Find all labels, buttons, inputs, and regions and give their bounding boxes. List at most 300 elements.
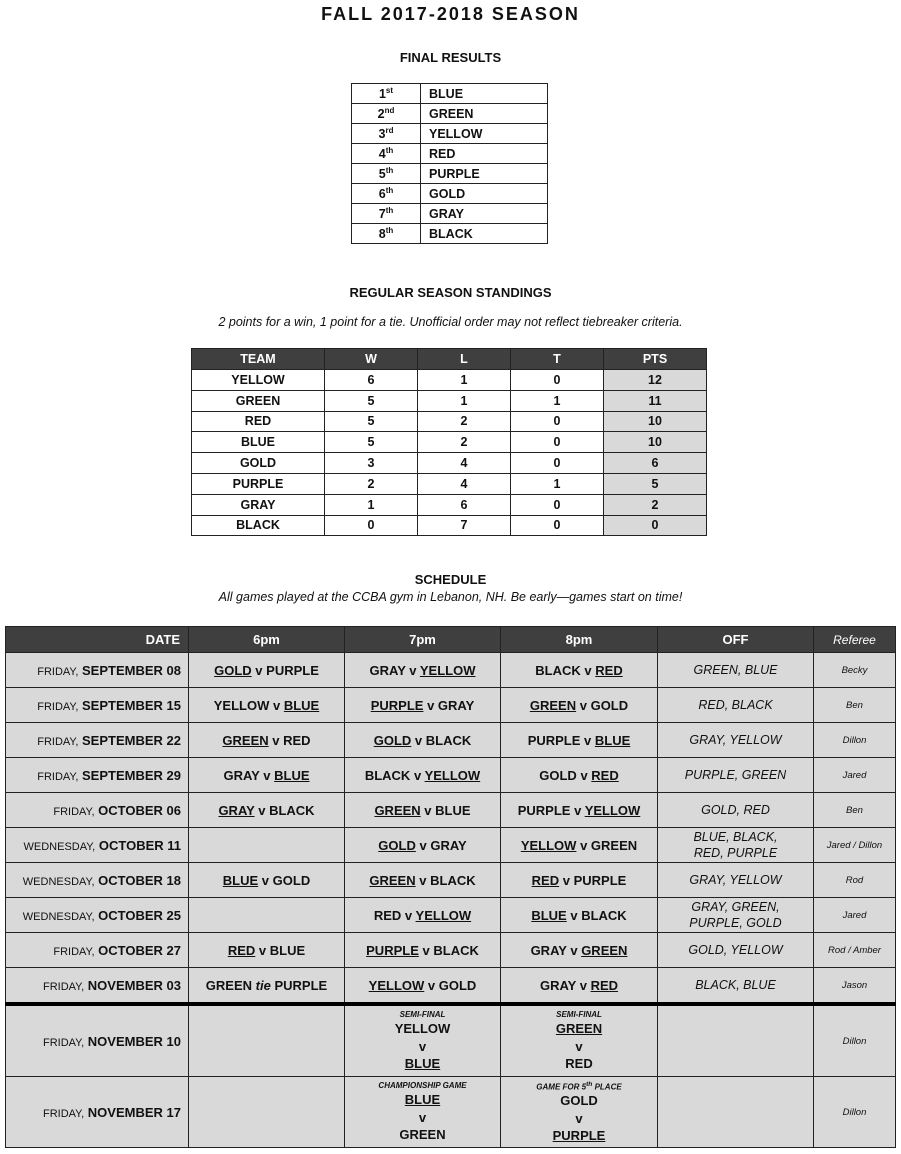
final-row [352,84,548,104]
schedule-heading: SCHEDULE [414,572,487,587]
team-name: PURPLE [370,697,424,713]
off-cell [658,968,814,1005]
place-suffix: th [385,205,394,215]
off-cell [658,898,814,933]
ties-cell: 1 [511,473,604,494]
game-cell [501,793,658,828]
team-name: PURPLE [527,732,581,748]
off-teams: PURPLE, GREEN [684,768,787,782]
schedule-row [6,828,896,863]
game-cell [189,898,345,933]
referee-cell: Jared [814,898,896,933]
wins-cell: 5 [325,390,418,411]
versus: v [419,872,427,888]
standings-row [192,473,707,494]
team-name: GRAY [530,942,567,958]
team-name: GOLD [560,1093,598,1109]
team-name: BLACK [269,802,315,818]
game-cell [501,968,658,1005]
team-cell: YELLOW [192,370,325,391]
game-date: OCTOBER 18 [98,872,181,888]
points-cell: 6 [604,453,707,474]
ties-cell: 0 [511,411,604,432]
team-name: BLUE [404,1092,441,1107]
versus: v [419,837,427,853]
off-cell [658,653,814,688]
wins-cell: 5 [325,411,418,432]
referee-cell: Becky [814,653,896,688]
team-name: YELLOW [368,977,425,993]
losses-cell: 1 [418,370,511,391]
off-teams: GOLD, RED [701,803,770,817]
game-cell [345,1004,501,1077]
referee-cell: Ben [814,688,896,723]
place-number: 3 [378,127,386,142]
team-name: GREEN [581,942,628,958]
team-name: GRAY [430,837,467,853]
standings-row [192,494,707,515]
team-name: GOLD [590,697,629,713]
wins-cell: 0 [325,515,418,536]
versus: v [261,872,270,888]
day-of-week: WEDNESDAY, [22,875,95,888]
game-cell [345,863,501,898]
team-name: YELLOW [584,802,641,818]
team-name: GOLD [378,837,416,853]
team-name: PURPLE [552,1128,606,1144]
game-date: NOVEMBER 03 [87,977,181,993]
game-date: SEPTEMBER 08 [82,662,181,678]
points-cell: 11 [604,390,707,411]
points-cell: 5 [604,473,707,494]
losses-cell: 2 [418,411,511,432]
off-cell [658,1004,814,1077]
team-name: PURPLE [274,977,328,993]
team-name: GREEN [374,802,421,818]
place-suffix: th [385,145,394,155]
schedule-note: All games played at the CCBA gym in Lebanon, NH. Be early—games start on time! [218,590,683,604]
game-cell [189,1077,345,1148]
game-cell [345,723,501,758]
team-cell: GRAY [421,204,548,224]
team-name: RED [227,942,256,958]
team-name: BLUE [435,802,471,818]
off-teams: BLACK, BLUE [695,978,776,992]
team-name: RED [591,767,619,783]
versus: v [570,942,578,958]
game-cell [501,898,658,933]
team-name: BLACK [535,662,581,678]
game-date: SEPTEMBER 15 [82,697,181,713]
versus: tie [255,977,271,993]
off-cell [658,723,814,758]
game-date: OCTOBER 06 [98,802,181,818]
final-row [352,124,548,144]
team-name: BLUE [283,697,320,713]
ties-cell: 0 [511,432,604,453]
off-teams: BLUE, BLACK, [693,830,778,844]
place-cell [352,104,421,124]
team-name: GREEN [369,872,416,888]
ties-cell: 0 [511,453,604,474]
game-cell [501,1077,658,1148]
losses-cell: 2 [418,432,511,453]
place-cell [352,184,421,204]
game-label-suffix: th [586,1080,593,1088]
team-name: PURPLE [266,662,319,678]
versus: v [414,732,423,748]
off-teams: GOLD, YELLOW [688,943,783,957]
off-teams: GRAY, YELLOW [689,733,782,747]
versus: v [263,767,271,783]
game-label: CHAMPIONSHIP GAME [378,1081,467,1090]
date-cell [6,688,189,723]
col-header: Referee [814,627,896,653]
final-results-table [351,83,548,244]
game-cell [345,968,501,1005]
ties-cell: 0 [511,370,604,391]
team-name: GRAY [539,977,577,993]
playoff-row [6,1077,896,1148]
losses-cell: 7 [418,515,511,536]
schedule-row [6,863,896,898]
game-cell [189,968,345,1005]
losses-cell: 6 [418,494,511,515]
place-cell [352,164,421,184]
team-name: RED [565,1056,593,1071]
page-title: FALL 2017-2018 SEASON [321,4,580,24]
team-name: BLACK [364,767,411,783]
off-teams: GRAY, YELLOW [689,873,782,887]
game-date: NOVEMBER 10 [87,1033,181,1049]
team-name: GREEN [590,837,638,853]
standings-row [192,390,707,411]
game-cell [189,688,345,723]
team-name: RED [595,662,623,678]
day-of-week: WEDNESDAY, [23,840,96,853]
versus: v [418,1039,427,1054]
game-cell [501,863,658,898]
schedule-row [6,933,896,968]
off-cell [658,793,814,828]
referee-cell: Jared / Dillon [814,828,896,863]
team-name: BLACK [425,732,472,748]
col-header: 7pm [345,627,501,653]
playoff-row [6,1004,896,1077]
team-name: GOLD [214,662,252,678]
losses-cell: 1 [418,390,511,411]
game-cell [345,1077,501,1148]
day-of-week: FRIDAY, [43,1036,85,1049]
versus: v [570,907,578,923]
game-cell [345,688,501,723]
off-cell [658,828,814,863]
losses-cell: 4 [418,473,511,494]
off-teams: PURPLE, GOLD [689,916,782,930]
game-cell [345,653,501,688]
team-name: BLACK [581,907,627,923]
team-cell: GREEN [421,104,548,124]
team-name: BLUE [269,942,306,958]
referee-cell: Ben [814,793,896,828]
versus: v [580,837,588,853]
game-date: OCTOBER 25 [98,907,181,923]
team-name: GRAY [437,697,475,713]
versus: v [413,767,422,783]
schedule-row [6,793,896,828]
standings-row [192,370,707,391]
date-cell [6,723,189,758]
place-suffix: rd [385,125,394,135]
off-cell [658,758,814,793]
team-cell: PURPLE [421,164,548,184]
points-cell: 10 [604,432,707,453]
day-of-week: FRIDAY, [37,735,79,748]
team-name: BLUE [274,767,310,783]
schedule-row [6,898,896,933]
off-teams: RED, BLACK [698,698,773,712]
standings-row [192,453,707,474]
date-cell [6,653,189,688]
referee-cell: Jason [814,968,896,1005]
final-row [352,164,548,184]
versus: v [575,1039,583,1054]
versus: v [427,977,436,993]
points-cell: 12 [604,370,707,391]
game-cell [189,1004,345,1077]
place-number: 5 [378,167,386,182]
team-name: PURPLE [366,942,419,958]
wins-cell: 3 [325,453,418,474]
team-name: GRAY [218,802,255,818]
game-cell [501,828,658,863]
standings-row [192,515,707,536]
team-name: GREEN [555,1021,603,1036]
team-name: GREEN [222,732,269,748]
game-cell [189,828,345,863]
team-cell: PURPLE [192,473,325,494]
game-cell [189,933,345,968]
game-cell [501,758,658,793]
col-header: T [511,349,604,370]
date-cell [6,968,189,1005]
game-cell [345,933,501,968]
versus: v [427,697,435,713]
schedule-row [6,758,896,793]
place-cell [352,124,421,144]
referee-cell: Dillon [814,1077,896,1148]
team-cell: YELLOW [421,124,548,144]
off-cell [658,933,814,968]
team-name: GREEN [205,977,253,993]
date-cell [6,863,189,898]
off-teams: GREEN, BLUE [693,663,778,677]
team-cell: RED [192,411,325,432]
game-cell [501,688,658,723]
team-name: RED [590,977,619,993]
team-name: BLUE [594,732,631,748]
versus: v [574,802,582,818]
team-name: YELLOW [424,767,481,783]
team-name: GOLD [438,977,477,993]
team-name: GREEN [399,1127,446,1142]
place-cell [352,144,421,164]
col-header: 6pm [189,627,345,653]
place-number: 8 [378,227,386,242]
final-row [352,224,548,244]
team-name: RED [283,732,311,748]
game-cell [189,793,345,828]
off-teams: RED, PURPLE [693,846,778,860]
versus: v [562,872,570,888]
game-date: SEPTEMBER 22 [82,732,181,748]
date-cell [6,828,189,863]
team-name: RED [531,872,560,888]
versus: v [579,977,587,993]
game-label [501,1079,657,1093]
final-row [352,104,548,124]
game-cell [345,793,501,828]
team-name: RED [373,907,402,923]
team-cell: GOLD [192,453,325,474]
team-name: GREEN [529,697,577,713]
day-of-week: FRIDAY, [43,1107,85,1120]
game-cell [189,653,345,688]
ties-cell: 0 [511,515,604,536]
game-date: SEPTEMBER 29 [82,767,181,783]
off-cell [658,688,814,723]
wins-cell: 6 [325,370,418,391]
versus: v [584,662,592,678]
col-header: PTS [604,349,707,370]
team-cell: BLUE [192,432,325,453]
place-number: 2 [377,107,385,122]
game-label-text: GAME FOR 5 [536,1082,587,1092]
team-name: BLACK [433,942,479,958]
standings-row [192,411,707,432]
ties-cell: 0 [511,494,604,515]
schedule-row [6,723,896,758]
losses-cell: 4 [418,453,511,474]
versus: v [422,942,430,958]
versus: v [404,907,413,923]
game-cell [345,828,501,863]
team-name: BLUE [222,872,259,888]
day-of-week: FRIDAY, [53,805,95,818]
game-label: SEMI-FINAL [399,1010,446,1019]
team-cell: BLUE [421,84,548,104]
referee-cell: Jared [814,758,896,793]
versus: v [255,662,263,678]
game-cell [501,933,658,968]
points-cell: 0 [604,515,707,536]
place-suffix: th [385,185,394,195]
standings-row [192,432,707,453]
game-date: OCTOBER 11 [98,837,181,853]
ties-cell: 1 [511,390,604,411]
day-of-week: FRIDAY, [43,980,85,993]
team-name: BLUE [404,1056,441,1071]
standings-heading: REGULAR SEASON STANDINGS [349,285,552,300]
team-name: YELLOW [415,907,472,923]
referee-cell: Dillon [814,1004,896,1077]
date-cell [6,933,189,968]
versus: v [272,697,281,713]
standings-note: 2 points for a win, 1 point for a tie. Unofficial order may not reflect tiebreaker criteria. [218,315,683,329]
game-cell [501,1004,658,1077]
day-of-week: FRIDAY, [37,770,79,783]
place-number: 1 [378,87,386,102]
date-cell [6,1077,189,1148]
off-cell [658,863,814,898]
team-cell: RED [421,144,548,164]
referee-cell: Rod [814,863,896,898]
referee-cell: Rod / Amber [814,933,896,968]
team-name: BLUE [531,907,567,923]
place-suffix: st [385,85,394,95]
versus: v [418,1110,427,1125]
team-name: YELLOW [520,837,577,853]
points-cell: 10 [604,411,707,432]
col-header: 8pm [501,627,658,653]
team-name: PURPLE [517,802,571,818]
team-name: GRAY [369,662,406,678]
wins-cell: 1 [325,494,418,515]
game-cell [189,863,345,898]
date-cell [6,898,189,933]
versus: v [580,767,588,783]
team-cell: BLACK [192,515,325,536]
schedule-row [6,688,896,723]
game-cell [345,898,501,933]
date-cell [6,758,189,793]
standings-table [191,348,707,536]
game-date: NOVEMBER 17 [87,1104,181,1120]
day-of-week: FRIDAY, [53,945,95,958]
wins-cell: 5 [325,432,418,453]
col-header: L [418,349,511,370]
game-label: SEMI-FINAL [556,1010,602,1019]
versus: v [575,1111,583,1127]
place-cell [352,204,421,224]
place-cell [352,84,421,104]
day-of-week: FRIDAY, [37,700,79,713]
game-cell [345,758,501,793]
game-cell [189,758,345,793]
schedule-row [6,968,896,1005]
final-results-heading: FINAL RESULTS [399,50,502,65]
place-cell [352,224,421,244]
versus: v [424,802,432,818]
versus: v [258,942,267,958]
game-label-text: PLACE [592,1082,622,1092]
versus: v [258,802,266,818]
place-number: 6 [378,187,386,202]
day-of-week: WEDNESDAY, [22,910,95,923]
final-row [352,144,548,164]
team-name: YELLOW [419,662,476,678]
team-name: BLACK [430,872,476,888]
team-name: YELLOW [213,697,270,713]
team-name: GRAY [223,767,260,783]
team-name: GOLD [373,732,412,748]
wins-cell: 2 [325,473,418,494]
place-number: 4 [378,147,386,162]
place-suffix: th [385,165,394,175]
place-suffix: nd [384,105,395,115]
off-cell [658,1077,814,1148]
off-teams: GRAY, GREEN, [691,900,780,914]
